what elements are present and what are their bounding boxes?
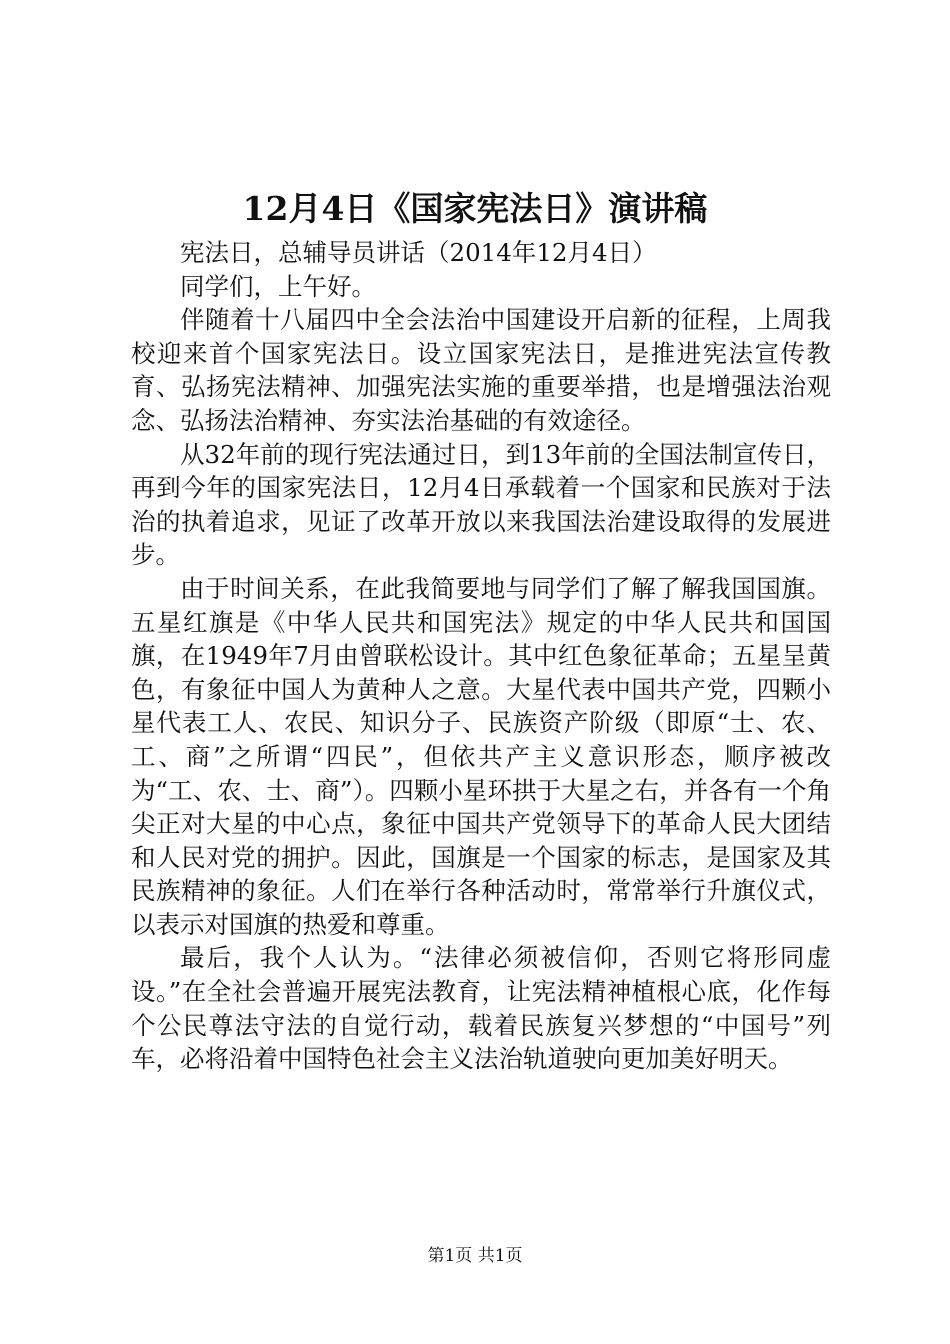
paragraph-conclusion: 最后，我个人认为。“法律必须被信仰，否则它将形同虚设。”在全社会普遍开展宪法教育，让宪法精神植根心底，化作每个公民尊法守法的自觉行动，载着民族复兴梦想的“中国号”列车，必将沿着中国特色社会主义法治轨道驶向更加美好明天。	[131, 943, 831, 1074]
paragraph-occasion: 宪法日，总辅导员讲话（2014年12月4日）	[180, 238, 657, 267]
document-title: 12月4日《国家宪法日》演讲稿	[242, 189, 708, 228]
document-body	[131, 236, 831, 1076]
paragraph-introduction: 伴随着十八届四中全会法治中国建设开启新的征程，上周我校迎来首个国家宪法日。设立国家宪法日，是推进宪法宣传教育、弘扬宪法精神、加强宪法实施的重要举措，也是增强法治观念、弘扬法治精神、夯实法治基础的有效途径。	[131, 305, 831, 435]
paragraph-history: 从32年前的现行宪法通过日，到13年前的全国法制宣传日，再到今年的国家宪法日，12月4日承载着一个国家和民族对于法治的执着追求，见证了改革开放以来我国法治建设取得的发展进步。	[131, 439, 831, 570]
paragraph-greeting: 同学们，上午好。	[180, 271, 376, 301]
page-number-footer: 第1页 共1页	[427, 1246, 523, 1266]
paragraph-national-flag: 由于时间关系，在此我简要地与同学们了解了解我国国旗。五星红旗是《中华人民共和国宪法》规定的中华人民共和国国旗，在1949年7月由曾联松设计。其中红色象征革命；五星呈黄色，有象征中国人为黄种人之意。大星代表中国共产党，四颗小星代表工人、农民、知识分子、民族资产阶级（即原“士、农、工、商”之所谓“四民”，但依共产主义意识形态，顺序被改为“工、农、士、商”）。四颗小星环拱于大星之右，并各有一个角尖正对大星的中心点，象征中国共产党领导下的革命人民大团结和人民对党的拥护。因此，国旗是一个国家的标志，是国家及其民族精神的象征。人们在举行各种活动时，常常举行升旗仪式，以表示对国旗的热爱和尊重。	[131, 573, 831, 939]
